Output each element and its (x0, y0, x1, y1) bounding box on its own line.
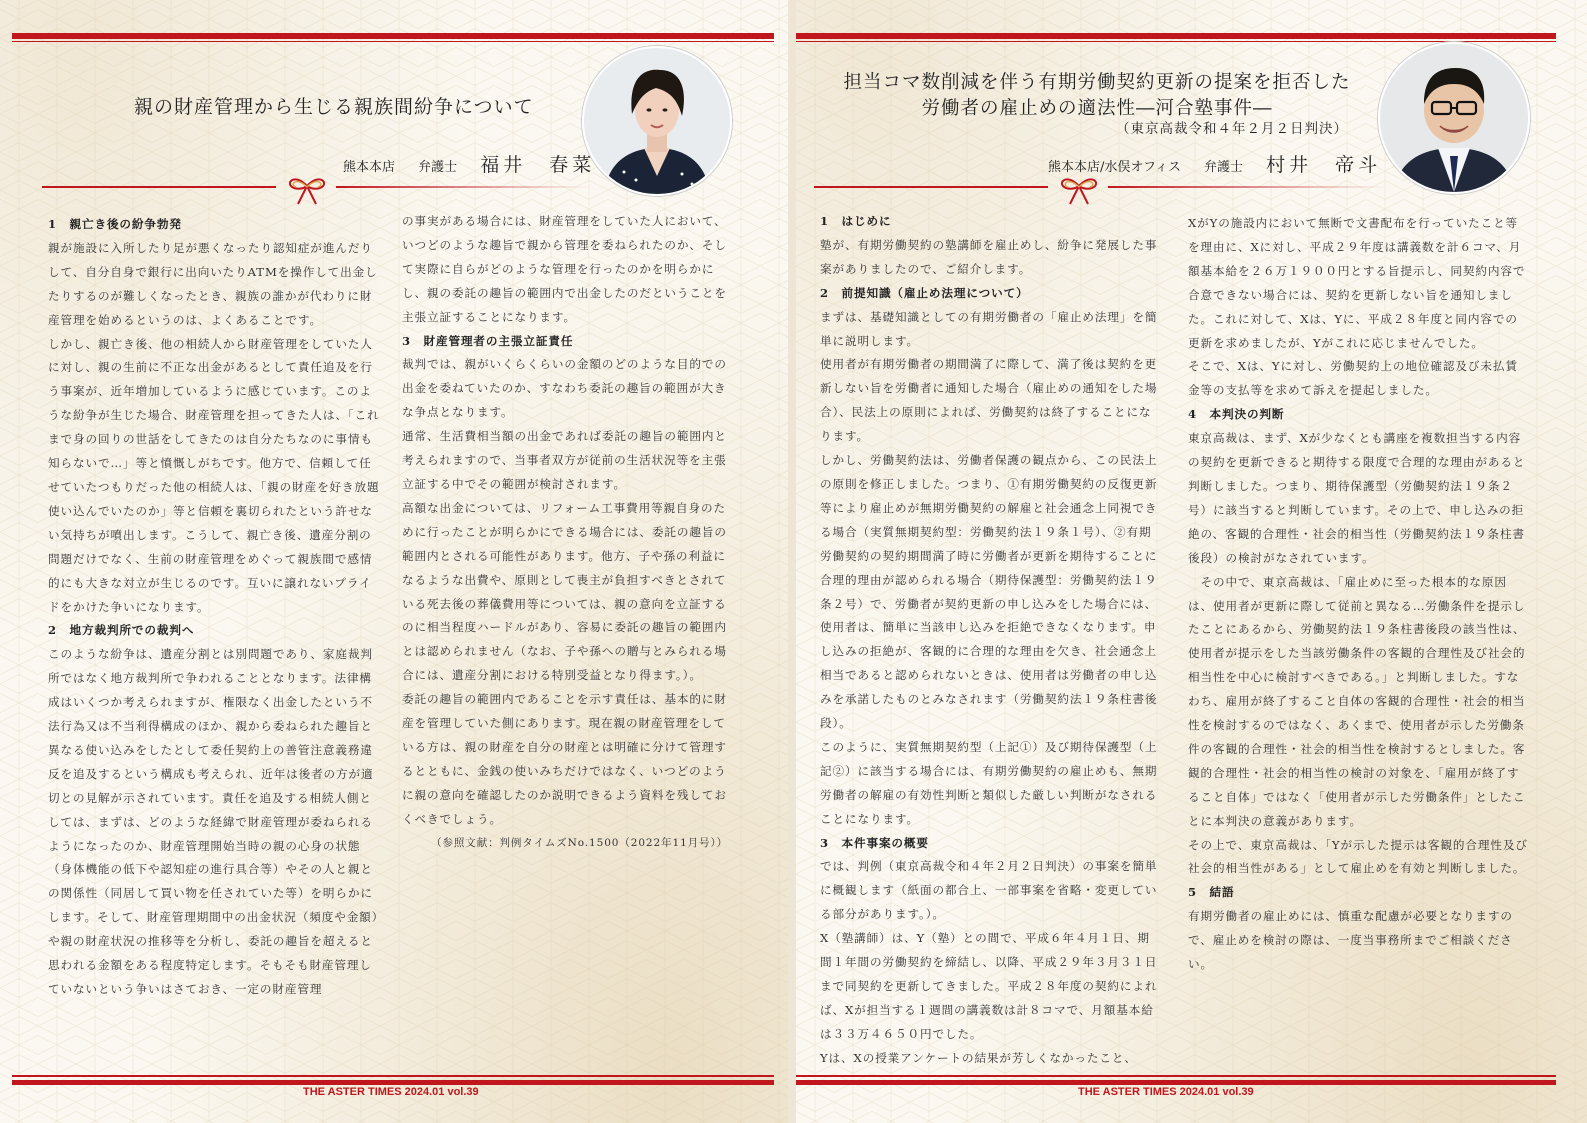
paragraph: 高額な出金については、リフォーム工事費用等親自身のために行ったことが明らかにできる場合には、委託の趣旨の範囲内とされる可能性があります。他方、子や孫の利益になるような出費や、原則として喪主が負担すべきとされている死去後の葬儀費用等については、親の意向を立証するのに相当程度ハードルがあり、容易に委託の趣旨の範囲内とは認められません（なお、子や孫への贈与とみられる場合には、遺産分割における特別受益となり得ます。）。 (402, 500, 727, 683)
bottom-rule (796, 1080, 1556, 1085)
title-rule-left (42, 186, 276, 188)
section-heading: 3 本件事案の概要 (820, 835, 929, 850)
paragraph: 親が施設に入所したり足が悪くなったり認知症が進んだりして、自分自身で銀行に出向いたりATMを操作して出金したりするのが難しくなったとき、親族の誰かが代わりに財産管理を始めるというのは、よくあることです。 (48, 240, 378, 327)
paragraph: 委託の趣旨の範囲内であることを示す責任は、基本的に財産を管理していた側にあります。現在親の財産管理をしている方は、親の財産を自分の財産とは明確に分けて管理するとともに、金銭の使いみちだけではなく、いつどのように親の意向を確認したのか説明できるよう資料を残しておくべきでしょう。 (402, 692, 727, 826)
section-heading: 2 地方裁判所での裁判へ (48, 623, 195, 638)
author-office: 熊本本店/水俣オフィス (1048, 160, 1181, 175)
page-gutter (788, 0, 796, 1123)
author-photo (582, 46, 732, 196)
paragraph: 塾が、有期労働契約の塾講師を雇止めし、紛争に発展した事案がありましたので、ご紹介します。 (820, 237, 1158, 276)
paragraph: 有期労働者の雇止めには、慎重な配慮が必要となりますので、雇止めを検討の際は、一度当事務所までご相談ください。 (1188, 909, 1513, 972)
bottom-rule (12, 1080, 774, 1085)
footer-text: THE ASTER TIMES 2024.01 vol.39 (1078, 1086, 1254, 1098)
section-heading: 5 結語 (1188, 885, 1235, 900)
section-heading: 4 本判決の判断 (1188, 407, 1285, 422)
footer-text: THE ASTER TIMES 2024.01 vol.39 (303, 1086, 479, 1098)
bottom-rule-thin (796, 1075, 1556, 1077)
paragraph: では、判例（東京高裁令和４年２月２日判決）の事案を簡単に概観します（紙面の都合上、一部事案を省略・変更している部分があります。）。 (820, 859, 1158, 922)
bottom-rule-thin (12, 1075, 774, 1077)
top-rule (796, 33, 1556, 39)
author-office: 熊本本店 (343, 160, 396, 175)
title-rule-right (336, 186, 591, 188)
title-subtitle: （東京高裁令和４年２月２日判決） (1116, 121, 1348, 137)
top-rule-thin (12, 41, 774, 42)
mizuhiki-knot-icon (284, 170, 330, 208)
title-rule-left (814, 186, 1048, 188)
section-heading: 1 はじめに (820, 214, 892, 228)
paragraph: X（塾講師）は、Y（塾）との間で、平成６年４月１日、期間１年間の労働契約を締結し、以降、平成２９年３月３１日まで同契約を更新してきました。平成２８年度の契約によれば、Xが担当する１週間の講義数は計８コマで、月額基本給は３３万４６５０円でした。 (820, 931, 1158, 1041)
paragraph: Yは、Xの授業アンケートの結果が芳しくなかったこと、 (820, 1050, 1137, 1065)
paragraph: その中で、東京高裁は、「雇止めに至った根本的な原因は、使用者が更新に際して従前と異なる…労働条件を提示したことにあるから、労働契約法１９条柱書後段の該当性は、使用者が提示をした当該労働条件の客観的合理性及び社会的相当性を中心に検討すべきである。」と判断しました。すなわち、雇用が終了すること自体の客観的合理性・社会的相当性を検討するのではなく、あくまで、使用者が示した労働条件の客観的合理性・社会的相当性を検討するとしました。客観的合理性・社会的相当性の検討の対象を、「雇用が終了すること自体」ではなく「使用者が示した労働条件」としたことに本判決の意義があります。 (1188, 574, 1526, 828)
author-name: 福井 春菜 (480, 154, 596, 176)
section-heading: 2 前提知識（雇止め法理について） (820, 285, 1029, 300)
right-page (796, 0, 1587, 1123)
paragraph: 使用者が有期労働者の期間満了に際して、満了後は契約を更新しない旨を労働者に通知した場合（雇止めの通知をした場合）、民法上の原則によれば、労働契約は終了することになります。 (820, 357, 1158, 444)
column-1 (48, 213, 382, 1002)
title-rule-right (1108, 186, 1388, 188)
title-line-1: 担当コマ数削減を伴う有期労働契約更新の提案を拒否した (843, 72, 1351, 93)
paragraph: その上で、東京高裁は、「Yが示した提示は客観的合理性及び社会的相当性がある」として雇止めを有効と判断しました。 (1188, 837, 1528, 876)
section-heading: 1 親亡き後の紛争勃発 (48, 217, 182, 231)
paragraph: 裁判では、親がいくらくらいの金額のどのような目的での出金を委ねていたのか、すなわち委託の趣旨の範囲が大きな争点となります。 (402, 357, 727, 420)
paragraph: そこで、Xは、Yに対し、労働契約上の地位確認及び未払賃金等の支払等を求めて訴えを提起しました。 (1188, 359, 1518, 398)
paragraph: このような紛争は、遺産分割とは別問題であり、家庭裁判所ではなく地方裁判所で争われることとなります。法律構成はいくつか考えられますが、権限なく出金したという不法行為又は不当利得構成のほか、親から委ねられた趣旨と異なる使い込みをしたとして委任契約上の善管注意義務違反を追及するという構成も考えられ、近年は後者の方が適切との見解が示されています。責任を追及する相続人側としては、まずは、どのような経緯で財産管理が委ねられるようになったのか、財産管理開始当時の親の心身の状態（身体機能の低下や認知症の進行具合等）やその人と親との関係性（同居して買い物を任されていた等）を明らかにします。そして、財産管理期間中の出金状況（頻度や金額）や親の財産状況の推移等を分析し、委託の趣旨を超えると思われる金額をある程度特定します。そもそも財産管理していないという争いはさておき、一定の財産管理 (48, 647, 379, 996)
paragraph: まずは、基礎知識としての有期労働者の「雇止め法理」を簡単に説明します。 (820, 309, 1158, 348)
mizuhiki-knot-icon (1056, 170, 1102, 208)
paragraph: XがYの施設内において無断で文書配布を行っていたこと等を理由に、Xに対し、平成２９年度は講義数を計６コマ、月額基本給を２６万１９００円とする旨提示し、同契約内容で合意できない場合には、契約を更新しない旨を通知しました。これに対して、Xは、Yに、平成２８年度と同内容での更新を求めましたが、Yがこれに応じませんでした。 (1188, 216, 1526, 350)
column-2 (402, 210, 736, 855)
paragraph: 東京高裁は、まず、Xが少なくとも講座を複数担当する内容の契約を更新できると期待する限度で合理的な理由があると判断しました。つまり、期待保護型（労働契約法１９条２号）に該当すると判断しています。その上で、申し込みの拒絶の、客観的合理性・社会的相当性（労働契約法１９条柱書後段）の検討がなされています。 (1188, 431, 1526, 565)
column-1 (820, 210, 1160, 1071)
paragraph: しかし、親亡き後、他の相続人から財産管理をしていた人に対し、親の生前に不正な出金があるとして責任追及を行う事案が、近年増加しているように感じています。このような紛争が生じた場合、財産管理を担ってきた人は、「これまで身の回りの世話をしてきたのは自分たちなのに事情も知らないで…」等と憤慨しがちです。他方で、信頼して任せていたつもりだった他の相続人は、「親の財産を好き放題使い込んでいたのか」等と信頼を裏切られたという許せない気持ちが噴出します。こうして、親亡き後、遺産分割の問題だけでなく、生前の財産管理をめぐって親族間で感情的にも大きな対立が生じるのです。互いに譲れないプライドをかけた争いになります。 (48, 336, 380, 614)
portrait-photo (584, 48, 730, 194)
paragraph: このように、実質無期契約型（上記①）及び期待保護型（上記②）に該当する場合には、有期労働契約の雇止めも、無期労働者の解雇の有効性判断と類似した厳しい判断がなされることになります。 (820, 739, 1158, 826)
title-line-2: 労働者の雇止めの適法性―河合塾事件― (921, 98, 1273, 119)
author-photo (1378, 42, 1530, 194)
article-title: 親の財産管理から生じる親族間紛争について (134, 96, 534, 118)
paragraph: しかし、労働契約法は、労働者保護の観点から、この民法上の原則を修正しました。つまり、①有期労働契約の反復更新等により雇止めが無期労働契約の解雇と社会通念上同視できる場合（実質無期契約型：労働契約法１９条１号）、②有期労働契約の契約期間満了時に労働者が更新を期待することに合理的理由が認められる場合（期待保護型：労働契約法１９条２号）で、労働者が契約更新の申し込みをした場合には、使用者は、簡単に当該申し込みを拒絶できなくなります。申し込みの拒絶が、客観的に合理的な理由を欠き、社会通念上相当であると認められないときは、使用者は労働者の申し込みを承諾したものとみなされます（労働契約法１９条柱書後段）。 (820, 453, 1158, 731)
article-title (824, 68, 1370, 120)
author-byline (343, 150, 595, 177)
portrait-photo (1380, 44, 1528, 192)
left-page (0, 0, 788, 1123)
paragraph: の事実がある場合には、財産管理をしていた人において、いつどのような趣旨で親から管理を委ねられたのか、そして実際に自らがどのような管理を行ったのかを明らかにし、親の委託の趣旨の範囲内で出金したのだということを主張立証することになります。 (402, 214, 727, 324)
column-2 (1188, 212, 1528, 977)
author-name: 村井 帝斗 (1266, 154, 1382, 176)
section-heading: 3 財産管理者の主張立証責任 (402, 333, 574, 348)
top-rule (12, 33, 774, 39)
author-role: 弁護士 (1204, 160, 1244, 175)
author-role: 弁護士 (418, 160, 458, 175)
reference-note: （参照文献：判例タイムズNo.1500（2022年11月号）） (431, 836, 728, 849)
paragraph: 通常、生活費相当額の出金であれば委託の趣旨の範囲内と考えられますので、当事者双方が従前の生活状況等を主張立証する中でその範囲が検討されます。 (402, 429, 727, 491)
